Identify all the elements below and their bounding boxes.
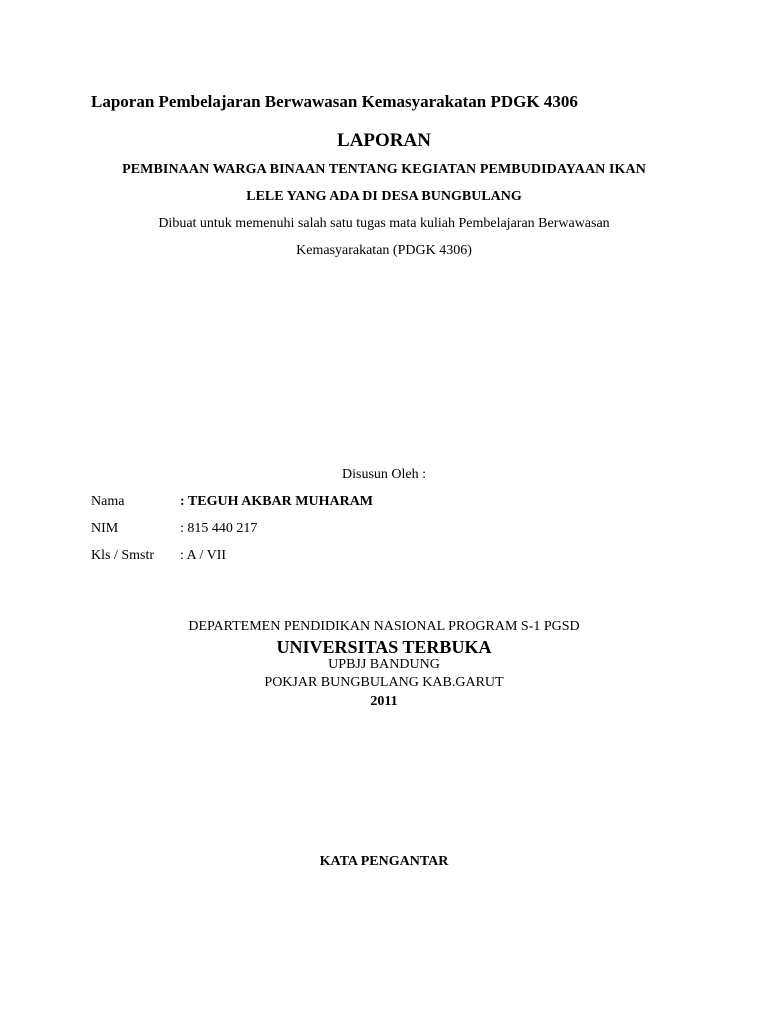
- info-value: : A / VII: [180, 548, 227, 563]
- info-value: : 815 440 217: [180, 521, 258, 536]
- info-label: NIM: [91, 521, 119, 536]
- info-row-nim: [91, 521, 257, 537]
- report-subtitle-line-1: PEMBINAAN WARGA BINAAN TENTANG KEGIATAN PEMBUDIDAYAAN IKAN: [122, 162, 646, 177]
- purpose-line-2: Kemasyarakatan (PDGK 4306): [296, 243, 472, 258]
- info-label: Kls / Smstr: [91, 548, 155, 563]
- info-label: Nama: [91, 494, 125, 509]
- info-row-name: [91, 494, 373, 510]
- main-title: LAPORAN: [337, 130, 431, 151]
- info-value: : TEGUH AKBAR MUHARAM: [180, 494, 374, 509]
- report-subtitle-line-2: LELE YANG ADA DI DESA BUNGBULANG: [246, 189, 522, 204]
- prepared-by-label: Disusun Oleh :: [342, 467, 426, 482]
- pokjar-line: POKJAR BUNGBULANG KAB.GARUT: [264, 675, 504, 690]
- header-title: Laporan Pembelajaran Berwawasan Kemasyarakatan PDGK 4306: [91, 92, 578, 111]
- university-name: UNIVERSITAS TERBUKA: [276, 637, 492, 657]
- section-heading-kata-pengantar: KATA PENGANTAR: [319, 854, 449, 869]
- department-line: DEPARTEMEN PENDIDIKAN NASIONAL PROGRAM S-1 PGSD: [188, 619, 580, 634]
- purpose-line-1: Dibuat untuk memenuhi salah satu tugas mata kuliah Pembelajaran Berwawasan: [158, 216, 610, 231]
- year: 2011: [370, 694, 398, 709]
- upbjj-line: UPBJJ BANDUNG: [328, 657, 440, 672]
- info-row-class-semester: [91, 548, 226, 564]
